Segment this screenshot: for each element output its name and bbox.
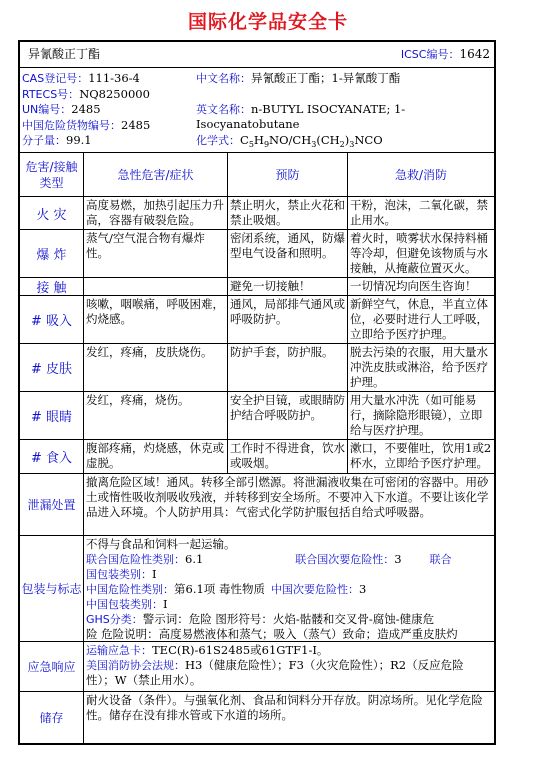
formula-label: 化学式： bbox=[196, 133, 240, 147]
table-row bbox=[20, 197, 494, 230]
skin-prevention: 防护手套，防护服。 bbox=[228, 344, 348, 391]
un-value: 2485 bbox=[71, 102, 101, 116]
eyes-symptoms: 发红，疼痛，烧伤。 bbox=[84, 392, 228, 439]
ingestion-symptoms: 腹部疼痛，灼烧感，休克或虚脱。 bbox=[84, 440, 228, 473]
un-sub-value: 3 bbox=[394, 552, 402, 566]
icsc-number bbox=[330, 42, 492, 67]
explosion-prevention: 密闭系统，通风，防爆型电气设备和照明。 bbox=[228, 230, 348, 277]
ghs-label: GHS分类： bbox=[86, 613, 143, 626]
row-type-inhalation: # 吸入 bbox=[20, 296, 84, 343]
table-row bbox=[20, 296, 494, 344]
cn-class-value: 第6.1项 毒性物质 bbox=[174, 582, 265, 596]
row-type-explosion: 爆 炸 bbox=[20, 230, 84, 277]
id-right-column bbox=[196, 68, 492, 152]
cas-label: CAS登记号： bbox=[22, 72, 89, 85]
cn-class-label: 中国危险性类别： bbox=[86, 583, 174, 596]
emergency-content bbox=[84, 642, 494, 691]
row-type-contact: 接 触 bbox=[20, 278, 84, 295]
row-type-skin: # 皮肤 bbox=[20, 344, 84, 391]
storage-label: 储存 bbox=[20, 692, 84, 743]
eyes-first-aid: 用大量水冲洗（如可能易行，摘除隐形眼镜），立即给与医疗护理。 bbox=[350, 393, 483, 437]
contact-prevention: 避免一切接触！ bbox=[228, 278, 348, 295]
icsc-label: ICSC编号： bbox=[400, 48, 460, 61]
contact-symptoms bbox=[84, 278, 228, 295]
fire-first-aid: 干粉，泡沫，二氧化碳，禁止用水。 bbox=[350, 198, 488, 227]
row-type-eyes: # 眼睛 bbox=[20, 392, 84, 439]
un-pack-prefix: 联合 bbox=[429, 553, 452, 566]
emergency-label: 应急响应 bbox=[20, 642, 84, 691]
un-pack-label: 国包装类别： bbox=[86, 568, 152, 581]
cas-value: 111-36-4 bbox=[88, 71, 140, 85]
spill-text: 撤离危险区域！通风。转移全部引燃源。将泄漏液收集在可密闭的容器中。用砂土或惰性吸收剂吸收残液，并转移到安全场所。不要冲入下水道。不要让该化学品进入环境。个人防护用具：气密式化学防护服包括自给式呼吸器。 bbox=[86, 475, 489, 519]
table-row bbox=[20, 440, 494, 474]
ghs-line1: 警示词：危险 图形符号：火焰-骷髅和交叉骨-腐蚀-健康危 bbox=[142, 612, 435, 626]
table-row bbox=[20, 392, 494, 440]
col-header-prevention: 预防 bbox=[228, 153, 348, 196]
en-name-line1: n-BUTYL ISOCYANATE; 1- bbox=[251, 101, 406, 116]
contact-first-aid: 一切情况均向医生咨询！ bbox=[350, 279, 477, 293]
cn-sub-value: 3 bbox=[358, 582, 367, 596]
identifiers-row bbox=[20, 68, 494, 153]
cn-name-value: 异氰酸正丁酯；1-异氰酸丁酯 bbox=[251, 71, 401, 85]
eyes-prevention: 安全护目镜，或眼睛防护结合呼吸防护。 bbox=[228, 392, 348, 439]
transport-value: TEC(R)-61S2485或61GTF1-I。 bbox=[152, 643, 329, 657]
cn-dg-label: 中国危险货物编号： bbox=[22, 118, 121, 132]
inhalation-symptoms: 咳嗽，咽喉痛，呼吸困难，灼烧感。 bbox=[84, 296, 228, 343]
fire-symptoms: 高度易燃，加热引起压力升高，容器有破裂危险。 bbox=[84, 197, 228, 229]
safety-card bbox=[18, 40, 496, 745]
page-title: 国际化学品安全卡 bbox=[187, 11, 348, 33]
un-class-label: 联合国危险性类别： bbox=[86, 553, 185, 566]
col-header-type: 危害/接触类型 bbox=[20, 153, 84, 196]
en-name-label: 英文名称： bbox=[196, 102, 251, 116]
id-left-column bbox=[22, 68, 192, 152]
explosion-symptoms: 蒸气/空气混合物有爆炸性。 bbox=[84, 230, 228, 277]
cn-pack-value: I bbox=[163, 597, 168, 611]
nfpa-line2: 性）；W（禁止用水）。 bbox=[86, 673, 202, 687]
explosion-first-aid: 着火时，喷雾状水保持料桶等冷却，但避免该物质与水接触，从掩蔽位置灭火。 bbox=[350, 231, 488, 275]
packaging-content bbox=[84, 536, 494, 641]
fire-prevention: 禁止明火，禁止火花和禁止吸烟。 bbox=[228, 197, 348, 229]
spill-label: 泄漏处置 bbox=[20, 474, 84, 535]
chemical-name: 异氰酸正丁酯 bbox=[28, 47, 101, 61]
storage-row bbox=[20, 692, 494, 743]
header-row bbox=[20, 42, 494, 68]
ghs-line2: 险 危险说明：高度易燃液体和蒸气；吸入（蒸气）致命；造成严重皮肤灼 bbox=[86, 627, 458, 641]
inhalation-first-aid: 新鲜空气，休息，半直立体位，必要时进行人工呼吸，立即给予医疗护理。 bbox=[350, 297, 488, 341]
un-class-value: 6.1 bbox=[185, 552, 204, 566]
table-row bbox=[20, 344, 494, 392]
rtecs-label: RTECS号： bbox=[22, 87, 80, 101]
cn-pack-label: 中国包装类别： bbox=[86, 598, 163, 611]
skin-symptoms: 发红，疼痛，皮肤烧伤。 bbox=[84, 344, 228, 391]
table-header-row bbox=[20, 153, 494, 197]
inhalation-prevention: 通风，局部排气通风或呼吸防护。 bbox=[228, 296, 348, 343]
col-header-symptoms: 急性危害/症状 bbox=[84, 153, 228, 196]
packaging-line1: 不得与食品和饲料一起运输。 bbox=[86, 537, 236, 551]
cn-name-label: 中文名称： bbox=[196, 72, 251, 85]
rtecs-value: NQ8250000 bbox=[79, 86, 150, 101]
ingestion-first-aid: 漱口，不要催吐，饮用1或2杯水，立即给予医疗护理。 bbox=[350, 441, 492, 470]
packaging-label: 包装与标志 bbox=[20, 536, 84, 641]
mw-value: 99.1 bbox=[66, 133, 92, 147]
row-type-ingestion: # 食入 bbox=[20, 440, 84, 473]
en-name-line2: Isocyanatobutane bbox=[196, 117, 300, 131]
table-row bbox=[20, 230, 494, 278]
emergency-row bbox=[20, 642, 494, 692]
cn-dg-value: 2485 bbox=[121, 117, 151, 132]
packaging-row bbox=[20, 536, 494, 642]
un-sub-label: 联合国次要危险性： bbox=[295, 553, 395, 566]
skin-first-aid: 脱去污染的衣服，用大量水冲洗皮肤或淋浴，给予医疗护理。 bbox=[350, 345, 488, 389]
table-row bbox=[20, 278, 494, 296]
un-label: UN编号： bbox=[22, 103, 72, 116]
un-pack-value: I bbox=[152, 567, 157, 581]
row-type-fire: 火 灾 bbox=[20, 197, 84, 229]
transport-label: 运输应急卡： bbox=[86, 644, 152, 657]
mw-label: 分子量： bbox=[22, 134, 66, 147]
nfpa-label: 美国消防协会法规： bbox=[86, 659, 185, 672]
formula: $C_5H_9NO/CH_3(CH_2)_3NCO$ bbox=[240, 132, 383, 149]
spill-row bbox=[20, 474, 494, 536]
ingestion-prevention: 工作时不得进食，饮水或吸烟。 bbox=[228, 440, 348, 473]
storage-text: 耐火设备（条件）。与强氧化剂、食品和饲料分开存放。阴凉场所。见化学危险性。储存在没有排水管或下水道的场所。 bbox=[86, 693, 483, 722]
col-header-first-aid: 急救/消防 bbox=[394, 168, 448, 182]
cn-sub-label: 中国次要危险性： bbox=[270, 583, 359, 596]
icsc-value: 1642 bbox=[459, 47, 490, 61]
nfpa-line1: H3（健康危险性）；F3（火灾危险性）；R2（反应危险 bbox=[185, 658, 464, 672]
